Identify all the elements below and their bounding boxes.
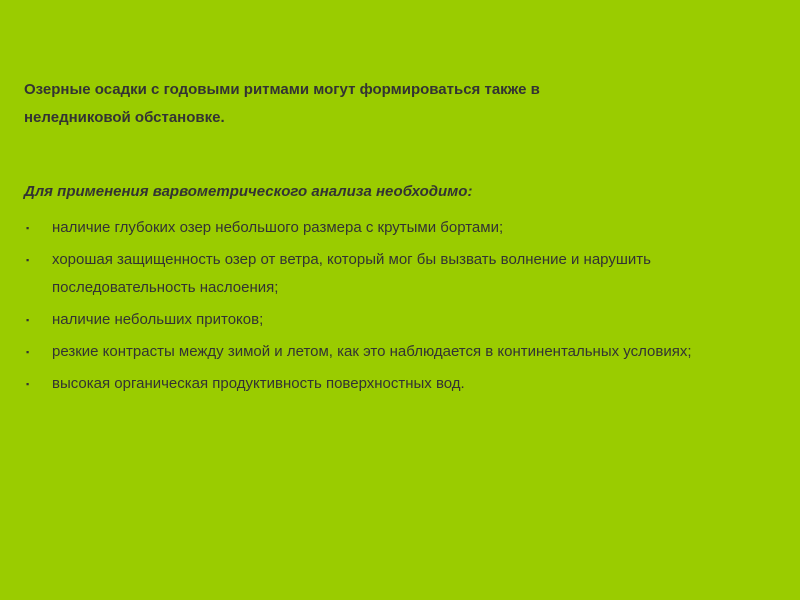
list-item	[24, 370, 764, 398]
square-bullet-icon: ▪	[26, 255, 30, 265]
list-item-text: высокая органическая продуктивность поверхностных вод.	[52, 375, 465, 392]
list-item-text: наличие глубоких озер небольшого размера с крутыми бортами;	[52, 219, 504, 236]
intro-line-2: неледниковой обстановке.	[24, 109, 225, 126]
list-item-text: наличие небольших притоков;	[52, 311, 264, 328]
square-bullet-icon: ▪	[26, 379, 30, 389]
list-item-text: хорошая защищенность озер от ветра, который мог бы вызвать волнение и нарушить последовательность наслоения;	[52, 251, 651, 296]
intro-line-1: Озерные осадки с годовыми ритмами могут формироваться также в	[24, 81, 540, 98]
intro-paragraph	[24, 76, 664, 132]
conditions-list	[24, 214, 764, 402]
square-bullet-icon: ▪	[26, 223, 30, 233]
list-item-text: резкие контрасты между зимой и летом, как это наблюдается в континентальных условиях;	[52, 343, 692, 360]
list-item	[24, 214, 764, 242]
conditions-heading: Для применения варвометрического анализа необходимо:	[24, 183, 473, 200]
square-bullet-icon: ▪	[26, 315, 30, 325]
list-item	[24, 306, 764, 334]
list-item	[24, 338, 764, 366]
list-item	[24, 246, 764, 302]
square-bullet-icon: ▪	[26, 347, 30, 357]
